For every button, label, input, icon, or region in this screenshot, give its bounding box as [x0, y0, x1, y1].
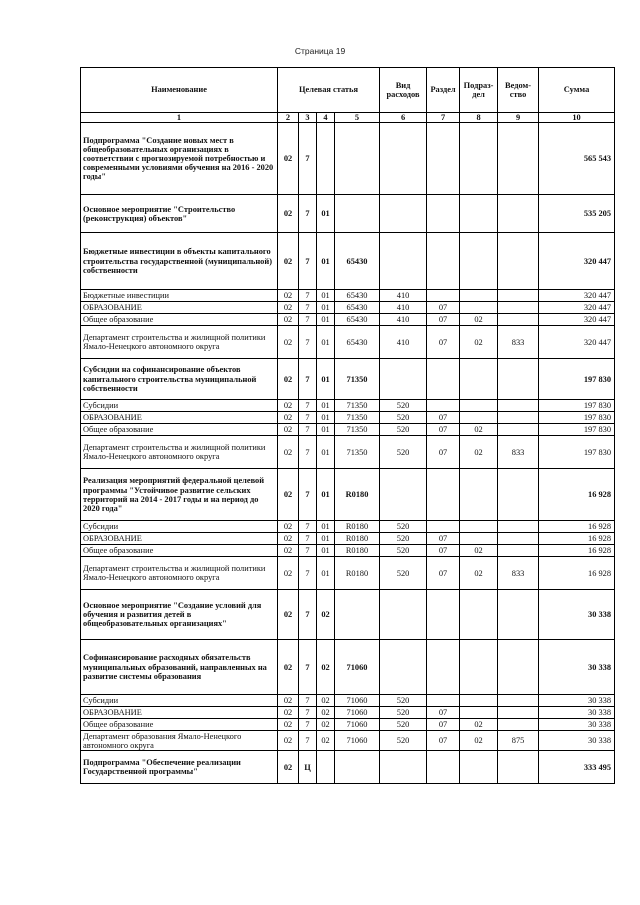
table-row: [81, 123, 615, 195]
column-number: 5: [335, 113, 380, 123]
cell-section: [427, 640, 460, 695]
cell-name: Подпрограмма "Обеспечение реализации Государственной программы": [81, 751, 278, 784]
cell-subsection: [460, 521, 498, 533]
cell-name: Субсидии: [81, 695, 278, 707]
cell-name: ОБРАЗОВАНИЕ: [81, 412, 278, 424]
cell-section: 07: [427, 436, 460, 469]
cell-program: 02: [278, 400, 299, 412]
cell-program: 02: [278, 751, 299, 784]
cell-direction: 71060: [335, 707, 380, 719]
cell-subsection: [460, 707, 498, 719]
cell-activity: 01: [317, 290, 335, 302]
cell-activity: 02: [317, 590, 335, 640]
cell-expense-type: [380, 751, 427, 784]
cell-amount: 320 447: [539, 314, 615, 326]
cell-program: 02: [278, 123, 299, 195]
cell-subsection: [460, 640, 498, 695]
cell-activity: 01: [317, 302, 335, 314]
cell-direction: R0180: [335, 557, 380, 590]
cell-subsection: 02: [460, 557, 498, 590]
cell-name: ОБРАЗОВАНИЕ: [81, 707, 278, 719]
cell-subsection: 02: [460, 545, 498, 557]
cell-subprogram: 7: [299, 533, 317, 545]
cell-department: [498, 195, 539, 233]
cell-activity: 01: [317, 326, 335, 359]
cell-amount: 320 447: [539, 302, 615, 314]
cell-program: 02: [278, 314, 299, 326]
cell-name: Департамент строительства и жилищной политики Ямало-Ненецкого автономного округа: [81, 557, 278, 590]
cell-section: [427, 233, 460, 290]
cell-amount: 30 338: [539, 695, 615, 707]
header-subsection: Подраз- дел: [460, 68, 498, 113]
cell-section: 07: [427, 314, 460, 326]
cell-direction: R0180: [335, 533, 380, 545]
cell-subsection: [460, 290, 498, 302]
cell-section: [427, 590, 460, 640]
table-row: [81, 707, 615, 719]
cell-amount: 565 543: [539, 123, 615, 195]
cell-activity: 01: [317, 412, 335, 424]
cell-subprogram: 7: [299, 731, 317, 751]
cell-amount: 197 830: [539, 400, 615, 412]
cell-name: Общее образование: [81, 719, 278, 731]
cell-subsection: [460, 751, 498, 784]
cell-subprogram: 7: [299, 557, 317, 590]
cell-direction: 71350: [335, 436, 380, 469]
cell-expense-type: 520: [380, 707, 427, 719]
column-number: 2: [278, 113, 299, 123]
cell-expense-type: 520: [380, 412, 427, 424]
cell-department: [498, 469, 539, 521]
cell-amount: 320 447: [539, 326, 615, 359]
cell-program: 02: [278, 195, 299, 233]
cell-subprogram: 7: [299, 314, 317, 326]
cell-subsection: 02: [460, 436, 498, 469]
header-name: Наименование: [81, 68, 278, 113]
cell-name: Департамент строительства и жилищной политики Ямало-Ненецкого автономного округа: [81, 326, 278, 359]
cell-department: 833: [498, 326, 539, 359]
cell-department: [498, 521, 539, 533]
cell-name: Субсидии: [81, 400, 278, 412]
cell-expense-type: 410: [380, 302, 427, 314]
column-number: 4: [317, 113, 335, 123]
cell-activity: 02: [317, 695, 335, 707]
cell-subsection: [460, 123, 498, 195]
cell-department: [498, 412, 539, 424]
cell-subprogram: 7: [299, 436, 317, 469]
cell-subsection: 02: [460, 424, 498, 436]
cell-subprogram: 7: [299, 290, 317, 302]
cell-program: 02: [278, 359, 299, 400]
cell-department: [498, 751, 539, 784]
cell-activity: 01: [317, 469, 335, 521]
cell-subprogram: 7: [299, 590, 317, 640]
cell-direction: [335, 123, 380, 195]
cell-subsection: [460, 302, 498, 314]
cell-department: [498, 640, 539, 695]
table-row: [81, 719, 615, 731]
table-row: [81, 533, 615, 545]
cell-subsection: [460, 359, 498, 400]
cell-subprogram: 7: [299, 233, 317, 290]
cell-expense-type: 410: [380, 314, 427, 326]
cell-direction: 71350: [335, 424, 380, 436]
cell-activity: [317, 123, 335, 195]
cell-department: 833: [498, 557, 539, 590]
cell-name: Бюджетные инвестиции: [81, 290, 278, 302]
cell-direction: 71060: [335, 731, 380, 751]
cell-subprogram: 7: [299, 469, 317, 521]
cell-expense-type: 520: [380, 695, 427, 707]
header-section: Раздел: [427, 68, 460, 113]
cell-name: Бюджетные инвестиции в объекты капитального строительства государственной (муниципальной) собственности: [81, 233, 278, 290]
cell-department: [498, 314, 539, 326]
cell-amount: 535 205: [539, 195, 615, 233]
cell-expense-type: [380, 233, 427, 290]
cell-department: [498, 302, 539, 314]
cell-subsection: [460, 412, 498, 424]
table-row: [81, 233, 615, 290]
cell-expense-type: 520: [380, 719, 427, 731]
cell-activity: 01: [317, 533, 335, 545]
cell-department: [498, 533, 539, 545]
cell-direction: 71350: [335, 412, 380, 424]
table-row: [81, 731, 615, 751]
cell-expense-type: 520: [380, 400, 427, 412]
table-row: [81, 359, 615, 400]
cell-expense-type: 520: [380, 557, 427, 590]
cell-name: Субсидии на софинансирование объектов капитального строительства муниципальной собственности: [81, 359, 278, 400]
column-number-row: [81, 113, 615, 123]
cell-name: Софинансирование расходных обязательств муниципальных образований, направленных на развитие системы образования: [81, 640, 278, 695]
cell-program: 02: [278, 521, 299, 533]
cell-subprogram: 7: [299, 640, 317, 695]
column-number: 6: [380, 113, 427, 123]
cell-program: 02: [278, 469, 299, 521]
cell-section: 07: [427, 424, 460, 436]
cell-department: [498, 545, 539, 557]
cell-expense-type: 520: [380, 436, 427, 469]
cell-direction: 65430: [335, 302, 380, 314]
cell-department: 875: [498, 731, 539, 751]
cell-program: 02: [278, 707, 299, 719]
cell-department: [498, 123, 539, 195]
cell-direction: 65430: [335, 314, 380, 326]
cell-direction: [335, 195, 380, 233]
cell-subprogram: 7: [299, 359, 317, 400]
cell-subsection: 02: [460, 314, 498, 326]
column-number: 3: [299, 113, 317, 123]
column-number: 10: [539, 113, 615, 123]
cell-program: 02: [278, 731, 299, 751]
cell-section: 07: [427, 533, 460, 545]
cell-direction: 71060: [335, 695, 380, 707]
cell-section: [427, 359, 460, 400]
cell-section: [427, 123, 460, 195]
table-row: [81, 302, 615, 314]
cell-amount: 30 338: [539, 731, 615, 751]
cell-subprogram: 7: [299, 123, 317, 195]
cell-amount: 197 830: [539, 412, 615, 424]
cell-expense-type: [380, 469, 427, 521]
cell-subprogram: 7: [299, 195, 317, 233]
cell-expense-type: [380, 640, 427, 695]
cell-section: [427, 195, 460, 233]
cell-subprogram: 7: [299, 521, 317, 533]
cell-section: [427, 469, 460, 521]
cell-section: [427, 400, 460, 412]
cell-department: [498, 359, 539, 400]
cell-amount: 30 338: [539, 590, 615, 640]
table-row: [81, 590, 615, 640]
cell-name: Департамент строительства и жилищной политики Ямало-Ненецкого автономного округа: [81, 436, 278, 469]
cell-program: 02: [278, 533, 299, 545]
column-number: 7: [427, 113, 460, 123]
cell-direction: 71350: [335, 400, 380, 412]
cell-subprogram: 7: [299, 695, 317, 707]
cell-amount: 197 830: [539, 436, 615, 469]
cell-name: Общее образование: [81, 545, 278, 557]
cell-expense-type: [380, 123, 427, 195]
cell-name: Основное мероприятие "Строительство (реконструкция) объектов": [81, 195, 278, 233]
cell-name: Общее образование: [81, 314, 278, 326]
cell-section: 07: [427, 719, 460, 731]
cell-program: 02: [278, 695, 299, 707]
header-target-article: Целевая статья: [278, 68, 380, 113]
cell-department: [498, 707, 539, 719]
cell-activity: 01: [317, 424, 335, 436]
cell-subprogram: 7: [299, 424, 317, 436]
cell-section: 07: [427, 731, 460, 751]
cell-program: 02: [278, 557, 299, 590]
cell-activity: 01: [317, 521, 335, 533]
cell-expense-type: [380, 195, 427, 233]
cell-activity: 01: [317, 195, 335, 233]
cell-department: [498, 695, 539, 707]
cell-subsection: [460, 233, 498, 290]
cell-name: Департамент образования Ямало-Ненецкого автономного округа: [81, 731, 278, 751]
cell-direction: 65430: [335, 326, 380, 359]
cell-subprogram: 7: [299, 326, 317, 359]
cell-direction: 65430: [335, 290, 380, 302]
cell-amount: 16 928: [539, 545, 615, 557]
table-row: [81, 521, 615, 533]
cell-section: [427, 695, 460, 707]
cell-expense-type: 520: [380, 545, 427, 557]
cell-activity: 01: [317, 233, 335, 290]
cell-subprogram: 7: [299, 412, 317, 424]
cell-program: 02: [278, 719, 299, 731]
cell-subprogram: 7: [299, 719, 317, 731]
cell-direction: 71350: [335, 359, 380, 400]
budget-table: [80, 67, 615, 784]
cell-name: ОБРАЗОВАНИЕ: [81, 533, 278, 545]
cell-direction: R0180: [335, 521, 380, 533]
table-row: [81, 436, 615, 469]
cell-subprogram: 7: [299, 707, 317, 719]
table-row: [81, 469, 615, 521]
cell-department: [498, 424, 539, 436]
cell-subsection: [460, 533, 498, 545]
cell-activity: 02: [317, 731, 335, 751]
cell-section: 07: [427, 412, 460, 424]
cell-section: [427, 290, 460, 302]
cell-direction: 65430: [335, 233, 380, 290]
cell-expense-type: 520: [380, 424, 427, 436]
cell-activity: 02: [317, 719, 335, 731]
cell-direction: [335, 590, 380, 640]
cell-amount: 30 338: [539, 640, 615, 695]
header-amount: Сумма: [539, 68, 615, 113]
cell-section: 07: [427, 557, 460, 590]
page-label: Страница 19: [294, 46, 346, 56]
column-number: 9: [498, 113, 539, 123]
cell-expense-type: 520: [380, 533, 427, 545]
cell-activity: 01: [317, 359, 335, 400]
cell-program: 02: [278, 302, 299, 314]
cell-department: [498, 400, 539, 412]
table-row: [81, 545, 615, 557]
cell-activity: 01: [317, 314, 335, 326]
cell-program: 02: [278, 290, 299, 302]
table-row: [81, 640, 615, 695]
cell-activity: 01: [317, 436, 335, 469]
cell-direction: [335, 751, 380, 784]
cell-subsection: 02: [460, 731, 498, 751]
cell-amount: 30 338: [539, 707, 615, 719]
cell-department: [498, 719, 539, 731]
cell-subprogram: 7: [299, 302, 317, 314]
cell-subsection: [460, 590, 498, 640]
cell-program: 02: [278, 233, 299, 290]
cell-direction: 71060: [335, 719, 380, 731]
table-row: [81, 195, 615, 233]
cell-direction: R0180: [335, 469, 380, 521]
cell-subsection: 02: [460, 326, 498, 359]
table-row: [81, 314, 615, 326]
cell-subprogram: 7: [299, 545, 317, 557]
cell-amount: 333 495: [539, 751, 615, 784]
header-row: [81, 68, 615, 113]
cell-amount: 16 928: [539, 521, 615, 533]
cell-program: 02: [278, 424, 299, 436]
header-department: Ведом- ство: [498, 68, 539, 113]
cell-amount: 320 447: [539, 233, 615, 290]
column-number: 1: [81, 113, 278, 123]
table-row: [81, 695, 615, 707]
cell-expense-type: [380, 590, 427, 640]
cell-expense-type: 520: [380, 731, 427, 751]
cell-expense-type: 410: [380, 290, 427, 302]
cell-subsection: [460, 195, 498, 233]
cell-subsection: [460, 695, 498, 707]
cell-name: Реализация мероприятий федеральной целевой программы "Устойчивое развитие сельских территорий на 2014 - 2017 годы и на период до 2020 года": [81, 469, 278, 521]
cell-activity: 01: [317, 400, 335, 412]
cell-expense-type: 410: [380, 326, 427, 359]
cell-section: 07: [427, 326, 460, 359]
cell-expense-type: 520: [380, 521, 427, 533]
table-row: [81, 326, 615, 359]
cell-program: 02: [278, 436, 299, 469]
cell-activity: 01: [317, 557, 335, 590]
cell-name: Общее образование: [81, 424, 278, 436]
cell-department: [498, 233, 539, 290]
cell-section: [427, 751, 460, 784]
cell-program: 02: [278, 590, 299, 640]
cell-amount: 197 830: [539, 424, 615, 436]
cell-subprogram: Ц: [299, 751, 317, 784]
cell-amount: 197 830: [539, 359, 615, 400]
cell-subsection: 02: [460, 719, 498, 731]
cell-department: [498, 290, 539, 302]
cell-program: 02: [278, 326, 299, 359]
cell-name: ОБРАЗОВАНИЕ: [81, 302, 278, 314]
table-row: [81, 751, 615, 784]
cell-subsection: [460, 469, 498, 521]
cell-department: 833: [498, 436, 539, 469]
cell-name: Субсидии: [81, 521, 278, 533]
cell-amount: 30 338: [539, 719, 615, 731]
cell-subsection: [460, 400, 498, 412]
cell-expense-type: [380, 359, 427, 400]
table-row: [81, 424, 615, 436]
cell-program: 02: [278, 545, 299, 557]
table-row: [81, 400, 615, 412]
cell-name: Подпрограмма "Создание новых мест в общеобразовательных организациях в соответствии с прогнозируемой потребностью и современными условиями обучения на 2016 - 2020 годы": [81, 123, 278, 195]
cell-activity: 01: [317, 545, 335, 557]
cell-activity: 02: [317, 707, 335, 719]
cell-amount: 320 447: [539, 290, 615, 302]
cell-amount: 16 928: [539, 469, 615, 521]
cell-department: [498, 590, 539, 640]
cell-subprogram: 7: [299, 400, 317, 412]
cell-direction: R0180: [335, 545, 380, 557]
cell-direction: 71060: [335, 640, 380, 695]
cell-section: 07: [427, 707, 460, 719]
cell-program: 02: [278, 640, 299, 695]
cell-amount: 16 928: [539, 557, 615, 590]
cell-name: Основное мероприятие "Создание условий для обучения и развития детей в общеобразовательных организациях": [81, 590, 278, 640]
table-row: [81, 412, 615, 424]
cell-section: 07: [427, 302, 460, 314]
header-expense-type: Вид расходов: [380, 68, 427, 113]
cell-program: 02: [278, 412, 299, 424]
table-row: [81, 290, 615, 302]
table-row: [81, 557, 615, 590]
cell-amount: 16 928: [539, 533, 615, 545]
cell-activity: 02: [317, 640, 335, 695]
cell-activity: [317, 751, 335, 784]
column-number: 8: [460, 113, 498, 123]
cell-section: [427, 521, 460, 533]
cell-section: 07: [427, 545, 460, 557]
